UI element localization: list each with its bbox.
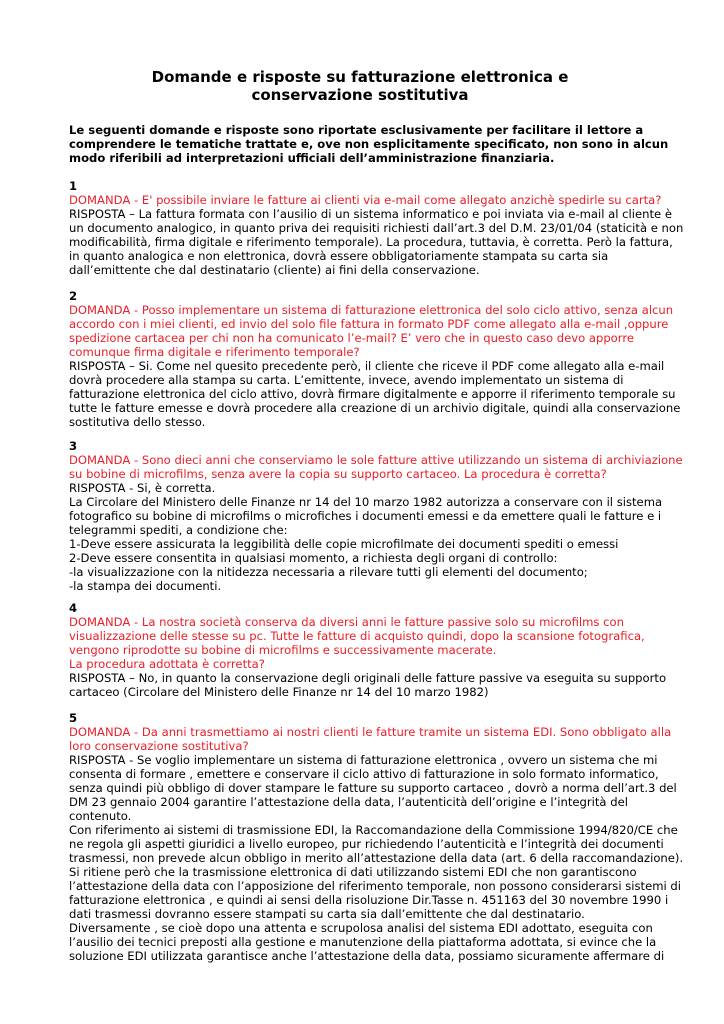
text-line: DOMANDA - La nostra società conserva da diversi anni le fatture passive solo su microfilms con [69,615,624,629]
text-line: cartaceo (Circolare del Ministero delle Finanze nr 14 del 10 marzo 1982) [69,685,489,699]
qa-number: 1 [69,179,78,193]
qa-number: 3 [69,439,78,453]
text-line: RISPOSTA - Se voglio implementare un sistema di fatturazione elettronica , ovvero un sistema che mi [69,753,658,767]
text-line: La procedura adottata è corretta? [69,657,265,671]
text-line: RISPOSTA - Si, è corretta. [69,481,216,495]
text-line: Diversamente , se cioè dopo una attenta e scrupolosa analisi del sistema EDI adottato, eseguita con [69,921,653,935]
qa-item-1 [69,179,684,277]
text-line: DOMANDA - Posso implementare un sistema di fatturazione elettronica del solo ciclo attivo, senza alcun [69,303,674,317]
text-line: fatturazione elettronica del ciclo attivo, dovrà firmare digitalmente e apporre il riferimento temporale su [69,387,676,401]
text-line: 1-Deve essere assicurata la leggibilità delle copie microfilmate dei documenti spediti o emessi [69,537,619,551]
text-line: su bobine di microfilms, senza avere la copia su supporto cartaceo. La procedura è corretta? [69,467,607,481]
text-line: ne regola gli aspetti giuridici a livello europeo, pur richiedendo l’autenticità e l’integrità dei documenti [69,837,664,851]
text-line: Con riferimento ai sistemi di trasmissione EDI, la Raccomandazione della Commissione 1994/820/CE che [69,823,678,837]
question-text [69,615,669,671]
intro-line: comprendere le tematiche trattate e, ove non esplicitamente specificato, non sono in alcun [69,137,669,151]
text-line: fotografico su bobine di microfilms o microfiches i documenti emessi e da emettere quali le fatture e i [69,509,662,523]
text-line: telegrammi spediti, a condizione che: [69,523,288,537]
text-line: Si ritiene però che la trasmissione elettronica di dati utilizzando sistemi EDI che non garantiscono [69,865,637,879]
text-line: visualizzazione delle stesse su pc. Tutte le fatture di acquisto quindi, dopo la scansione fotografica, [69,629,645,643]
text-line: modificabilità, firma digitale e riferimento temporale). La procedura, tuttavia, è corretta. Però la fattura, [69,235,673,249]
answer-text [69,207,684,277]
qa-item-5 [69,711,684,963]
text-line: contenuto. [69,809,132,823]
text-line: l’attestazione della data con l’apposizione del riferimento temporale, non possono considerarsi sistemi di [69,879,682,893]
question-text [69,193,669,207]
qa-item-2 [69,289,681,429]
text-line: senza quindi più obbligo di dover stampare le fatture su supporto cartaceo , dovrò a norma dell’art.3 del [69,781,677,795]
text-line: dati trasmessi dovranno essere stampati su carta sia dall’emittente che dal destinatario. [69,907,585,921]
text-line: DOMANDA - Da anni trasmettiamo ai nostri clienti le fatture tramite un sistema EDI. Sono obbligato alla [69,725,672,739]
qa-item-4 [69,601,669,699]
text-line: un documento analogico, in quanto priva dei requisiti richiesti dall’art.3 del D.M. 23/01/04 (staticità e non [69,221,684,235]
text-line: DOMANDA - Sono dieci anni che conserviamo le sole fatture attive utilizzando un sistema di archiviazione [69,453,683,467]
qa-number: 5 [69,711,78,725]
page-title [60,68,660,104]
text-line: vengono riprodotte su bobine di microfilms e successivamente macerate. [69,643,497,657]
intro-disclaimer [69,123,669,165]
text-line: dovrà procedere alla stampa su carta. L’emittente, invece, avendo implementato un sistema di [69,373,624,387]
answer-text [69,359,681,429]
text-line: DM 23 gennaio 2004 garantire l’attestazione della data, l’autenticità dell’origine e l’integrità del [69,795,628,809]
text-line: spedizione cartacea per chi non ha comunicato l’e-mail? E’ vero che in questo caso devo apporre [69,331,634,345]
text-line: -la stampa dei documenti. [69,579,222,593]
question-text [69,303,674,359]
text-line: sostitutiva dello stesso. [69,415,206,429]
text-line: 2-Deve essere consentita in qualsiasi momento, a richiesta degli organi di controllo: [69,551,558,565]
text-line: dall’emittente che dal destinatario (cliente) ai fini della conservazione. [69,263,480,277]
text-line: fatturazione elettronica , e quindi ai sensi della risoluzione Dir.Tasse n. 451163 del 30 novembre 1990 i [69,893,669,907]
text-line: consenta di formare , emettere e conservare il ciclo attivo di fatturazione in solo formato informatico, [69,767,659,781]
question-text [69,453,683,481]
title-line: Domande e risposte su fatturazione elettronica e [151,68,569,86]
text-line: comunque firma digitale e riferimento temporale? [69,345,360,359]
qa-number: 4 [69,601,78,615]
question-text [69,725,672,753]
text-line: soluzione EDI utilizzata garantisce anche l’attestazione della data, possiamo sicuramente affermare di [69,949,665,963]
intro-line: modo riferibili ad interpretazioni ufficiali dell’amministrazione finanziaria. [69,151,555,165]
intro-line: Le seguenti domande e risposte sono riportate esclusivamente per facilitare il lettore a [69,123,644,137]
text-line: l’ausilio dei tecnici preposti alla gestione e manutenzione della piattaforma adottata, si evince che la [69,935,657,949]
text-line: loro conservazione sostitutiva? [69,739,249,753]
text-line: trasmessi, non prevede alcun obbligo in merito all’attestazione della data (art. 6 della raccomandazione). [69,851,684,865]
qa-item-3 [69,439,683,593]
text-line: accordo con i miei clienti, ed invio del solo file fattura in formato PDF come allegato alla e-mail ,oppure [69,317,669,331]
text-line: DOMANDA - E' possibile inviare le fatture ai clienti via e-mail come allegato anzichè spedirle su carta? [69,193,662,207]
text-line: -la visualizzazione con la nitidezza necessaria a rilevare tutti gli elementi del documento; [69,565,588,579]
answer-text [69,481,669,593]
title-line: conservazione sostitutiva [251,86,469,104]
answer-text [69,671,669,699]
text-line: in quanto analogica e non elettronica, dovrà essere obbligatoriamente stampata su carta sia [69,249,609,263]
answer-text [69,753,684,963]
qa-number: 2 [69,289,78,303]
text-line: RISPOSTA – La fattura formata con l’ausilio di un sistema informatico e poi inviata via e-mail al cliente è [69,207,672,221]
text-line: tutte le fatture emesse e dovrà procedere alla creazione di un archivio digitale, quindi alla conservazione [69,401,681,415]
text-line: RISPOSTA – Si. Come nel quesito precedente però, il cliente che riceve il PDF come allegato alla e-mail [69,359,665,373]
text-line: RISPOSTA – No, in quanto la conservazione degli originali delle fatture passive va eseguita su supporto [69,671,667,685]
text-line: La Circolare del Ministero delle Finanze nr 14 del 10 marzo 1982 autorizza a conservare con il sistema [69,495,663,509]
